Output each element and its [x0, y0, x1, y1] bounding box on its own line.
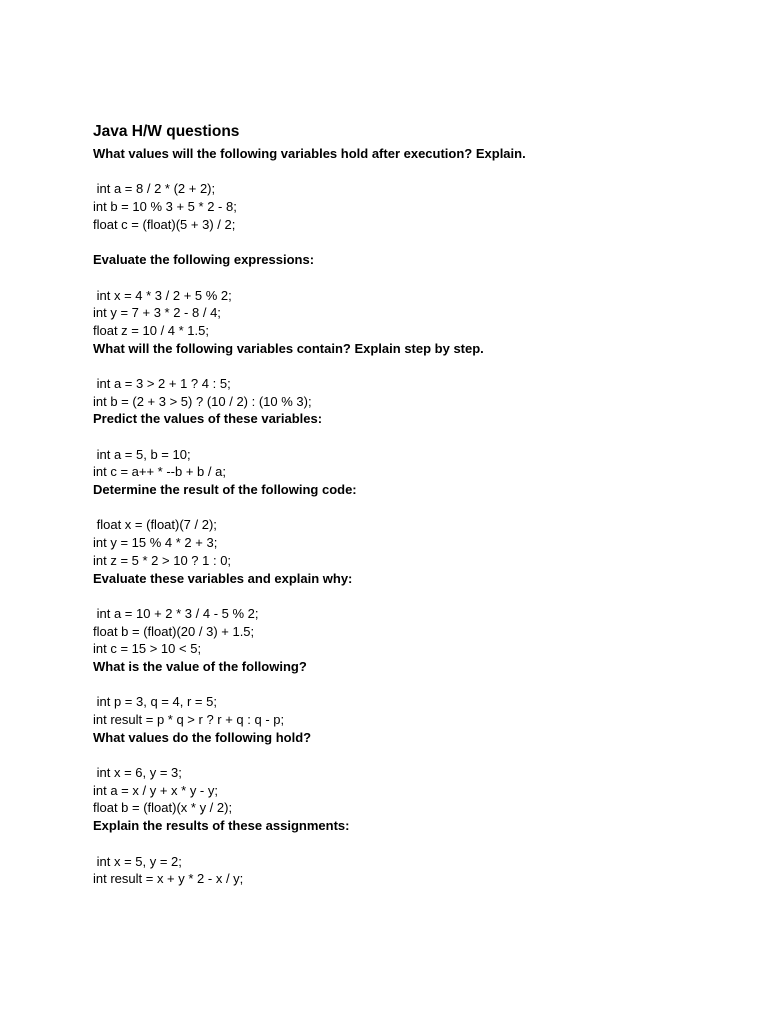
question-section-9 — [93, 817, 733, 888]
code-line: float b = (float)(x * y / 2); — [93, 800, 233, 816]
question-section-7 — [93, 658, 733, 729]
blank-line — [93, 746, 733, 764]
question-heading: Predict the values of these variables: — [93, 411, 323, 427]
question-section-6 — [93, 570, 733, 658]
question-heading: Determine the result of the following code: — [93, 482, 357, 498]
code-line: int x = 5, y = 2; — [93, 853, 182, 869]
code-line: float x = (float)(7 / 2); — [93, 517, 217, 533]
code-line: int a = 3 > 2 + 1 ? 4 : 5; — [93, 375, 231, 391]
question-heading: What values will the following variables hold after execution? Explain. — [93, 146, 526, 161]
code-line: int result = p * q > r ? r + q : q - p; — [93, 712, 285, 727]
question-section-3 — [93, 340, 733, 411]
code-line: int p = 3, q = 4, r = 5; — [93, 694, 217, 710]
document-title: Java H/W questions — [93, 123, 240, 140]
code-line: int c = 15 > 10 < 5; — [93, 641, 202, 657]
question-heading: Evaluate the following expressions: — [93, 252, 315, 268]
question-section-4 — [93, 410, 733, 481]
question-section-1 — [93, 145, 733, 251]
code-line: int y = 15 % 4 * 2 + 3; — [93, 535, 218, 551]
code-line: int result = x + y * 2 - x / y; — [93, 871, 244, 887]
code-line: int a = 8 / 2 * (2 + 2); — [93, 181, 216, 197]
code-line: float z = 10 / 4 * 1.5; — [93, 322, 209, 338]
code-line: int b = 10 % 3 + 5 * 2 - 8; — [93, 199, 237, 215]
code-line: float c = (float)(5 + 3) / 2; — [93, 216, 236, 232]
question-heading: Explain the results of these assignments: — [93, 818, 350, 834]
code-line: int a = 5, b = 10; — [93, 446, 191, 462]
blank-line — [93, 835, 733, 853]
question-section-5 — [93, 481, 733, 569]
question-heading: Evaluate these variables and explain why: — [93, 570, 353, 586]
question-section-8 — [93, 729, 733, 817]
code-line: int x = 4 * 3 / 2 + 5 % 2; — [93, 287, 232, 303]
code-line: int y = 7 + 3 * 2 - 8 / 4; — [93, 305, 221, 321]
blank-line — [93, 428, 733, 446]
code-line: int c = a++ * --b + b / a; — [93, 464, 226, 480]
code-line: int x = 6, y = 3; — [93, 765, 182, 781]
code-line: int a = x / y + x * y - y; — [93, 782, 218, 798]
blank-line — [93, 163, 733, 181]
blank-line — [93, 499, 733, 517]
code-line: int b = (2 + 3 > 5) ? (10 / 2) : (10 % 3); — [93, 393, 312, 409]
blank-line — [93, 587, 733, 605]
code-line: int a = 10 + 2 * 3 / 4 - 5 % 2; — [93, 605, 259, 621]
blank-line — [93, 357, 733, 375]
question-heading: What will the following variables contain? Explain step by step. — [93, 340, 484, 356]
code-line: float b = (float)(20 / 3) + 1.5; — [93, 623, 255, 639]
question-heading: What is the value of the following? — [93, 658, 307, 674]
question-section-2 — [93, 251, 733, 339]
blank-line — [93, 233, 733, 251]
blank-line — [93, 269, 733, 287]
code-line: int z = 5 * 2 > 10 ? 1 : 0; — [93, 552, 232, 568]
document-page — [93, 121, 733, 888]
question-heading: What values do the following hold? — [93, 729, 312, 745]
blank-line — [93, 676, 733, 694]
